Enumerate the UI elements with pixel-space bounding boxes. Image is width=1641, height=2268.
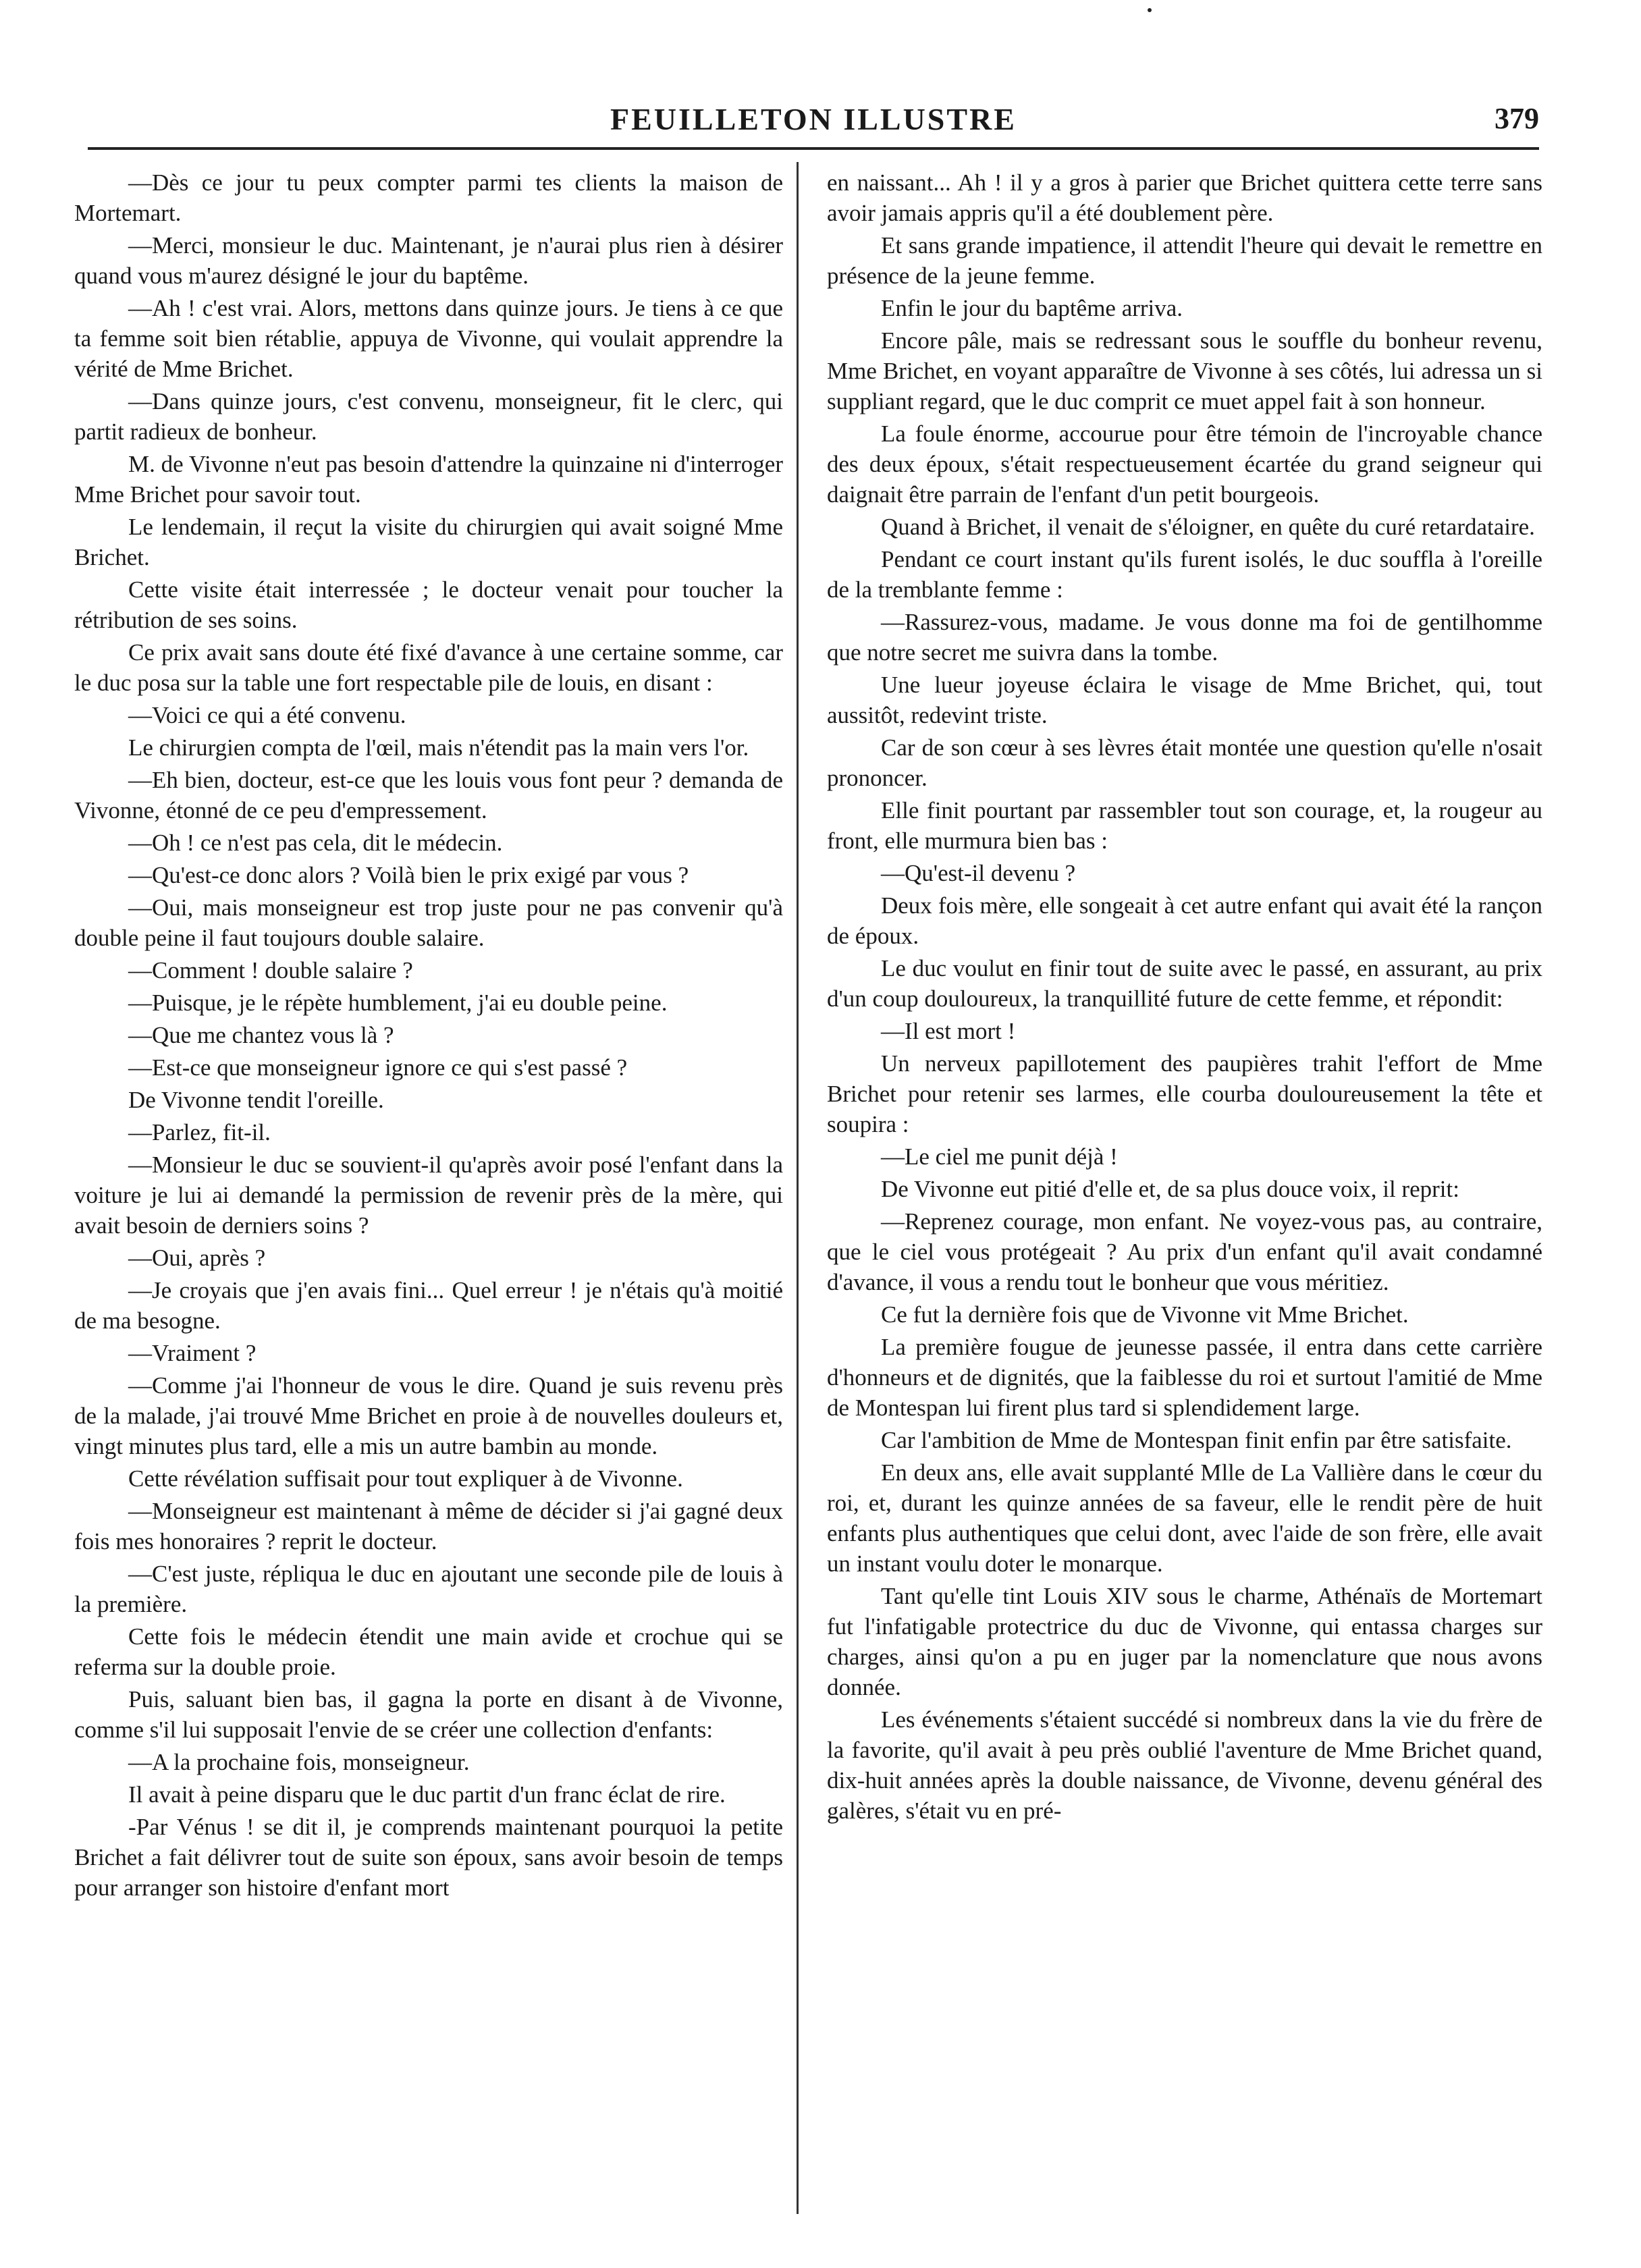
page-number: 379 bbox=[1495, 102, 1539, 135]
running-title: FEUILLETON ILLUSTRE bbox=[610, 102, 1017, 136]
page-header bbox=[88, 101, 1539, 142]
paragraph: —A la prochaine fois, monseigneur. bbox=[128, 1749, 470, 1775]
paragraph: —Puisque, je le répète humblement, j'ai eu double peine. bbox=[128, 990, 668, 1016]
paragraph: Un nerveux papillotement des paupières trahit l'effort de Mme Brichet pour retenir ses larmes, elle courba douloureusement la tête et soupira : bbox=[827, 1050, 1542, 1137]
column-divider bbox=[797, 162, 799, 2214]
paragraph: Deux fois mère, elle songeait à cet autre enfant qui avait été la rançon de époux. bbox=[827, 892, 1542, 949]
paragraph: Une lueur joyeuse éclaira le visage de Mme Brichet, qui, tout aussitôt, redevint triste. bbox=[827, 672, 1542, 728]
paragraph: La première fougue de jeunesse passée, il entra dans cette carrière d'honneurs et de dignités, que la faiblesse du roi et surtout l'amitié de Mme de Montespan lui firent plus tard si splendidement large. bbox=[827, 1334, 1542, 1421]
paragraph: —Reprenez courage, mon enfant. Ne voyez-vous pas, au contraire, que le ciel vous protégeait ? Au prix d'un enfant qu'il avait condamné d'avance, il vous a rendu tout le bonheur que vous méritiez. bbox=[827, 1208, 1542, 1295]
print-speck bbox=[1148, 8, 1152, 12]
paragraph: Cette révélation suffisait pour tout expliquer à de Vivonne. bbox=[128, 1465, 683, 1492]
paragraph: —Ah ! c'est vrai. Alors, mettons dans quinze jours. Je tiens à ce que ta femme soit bien rétablie, appuya de Vivonne, qui voulait apprendre la vérité de Mme Brichet. bbox=[74, 295, 783, 382]
paragraph: —Vraiment ? bbox=[128, 1340, 257, 1366]
paragraph: De Vivonne tendit l'oreille. bbox=[128, 1087, 384, 1113]
paragraph: Le lendemain, il reçut la visite du chirurgien qui avait soigné Mme Brichet. bbox=[74, 514, 783, 570]
paragraph: —C'est juste, répliqua le duc en ajoutant une seconde pile de louis à la première. bbox=[74, 1561, 783, 1617]
paragraph: Quand à Brichet, il venait de s'éloigner, en quête du curé retardataire. bbox=[881, 514, 1535, 540]
paragraph: En deux ans, elle avait supplanté Mlle de La Vallière dans le cœur du roi, et, durant les quinze années de sa faveur, elle le rendit père de huit enfants plus authentiques que celui dont, avec l'aide de son frère, elle avait un instant voulu doter le monarque. bbox=[827, 1459, 1542, 1577]
paragraph: —Merci, monsieur le duc. Maintenant, je n'aurai plus rien à désirer quand vous m'aurez désigné le jour du baptême. bbox=[74, 232, 783, 289]
paragraph: Encore pâle, mais se redressant sous le souffle du bonheur revenu, Mme Brichet, en voyant apparaître de Vivonne à ses côtés, lui adressa un si suppliant regard, que le duc comprit ce muet appel fait à son honneur. bbox=[827, 327, 1542, 414]
paragraph: —Monsieur le duc se souvient-il qu'après avoir posé l'enfant dans la voiture je lui ai demandé la permission de revenir près de la mère, qui avait besoin de derniers soins ? bbox=[74, 1152, 783, 1239]
paragraph: —Dans quinze jours, c'est convenu, monseigneur, fit le clerc, qui partit radieux de bonheur. bbox=[74, 388, 783, 445]
paragraph: -Par Vénus ! se dit il, je comprends maintenant pourquoi la petite Brichet a fait délivrer tout de suite son époux, sans avoir besoin de temps pour arranger son histoire d'enfant mort bbox=[74, 1814, 783, 1901]
paragraph: —Comme j'ai l'honneur de vous le dire. Quand je suis revenu près de la malade, j'ai trouvé Mme Brichet en proie à de nouvelles douleurs et, vingt minutes plus tard, elle a mis un autre bambin au monde. bbox=[74, 1372, 783, 1459]
paragraph: Ce prix avait sans doute été fixé d'avance à une certaine somme, car le duc posa sur la table une fort respectable pile de louis, en disant : bbox=[74, 639, 783, 696]
paragraph: —Le ciel me punit déjà ! bbox=[881, 1143, 1118, 1170]
left-column bbox=[74, 167, 783, 2226]
header-rule bbox=[88, 147, 1539, 150]
paragraph: M. de Vivonne n'eut pas besoin d'attendre la quinzaine ni d'interroger Mme Brichet pour savoir tout. bbox=[74, 451, 783, 508]
paragraph: —Rassurez-vous, madame. Je vous donne ma foi de gentilhomme que notre secret me suivra dans la tombe. bbox=[827, 609, 1542, 666]
paragraph: —Il est mort ! bbox=[881, 1018, 1016, 1044]
paragraph: Cette visite était interressée ; le docteur venait pour toucher la rétribution de ses soins. bbox=[74, 576, 783, 633]
paragraph: Elle finit pourtant par rassembler tout son courage, et, la rougeur au front, elle murmura bien bas : bbox=[827, 797, 1542, 854]
paragraph: —Parlez, fit-il. bbox=[128, 1119, 271, 1145]
paragraph: Cette fois le médecin étendit une main avide et crochue qui se referma sur la double proie. bbox=[74, 1623, 783, 1680]
paragraph: Le duc voulut en finir tout de suite avec le passé, en assurant, au prix d'un coup douloureux, la tranquillité future de cette femme, et répondit: bbox=[827, 955, 1542, 1012]
paragraph: Ce fut la dernière fois que de Vivonne vit Mme Brichet. bbox=[881, 1301, 1409, 1328]
right-column bbox=[827, 167, 1542, 2226]
paragraph: —Oh ! ce n'est pas cela, dit le médecin. bbox=[128, 830, 503, 856]
paragraph: —Dès ce jour tu peux compter parmi tes clients la maison de Mortemart. bbox=[74, 169, 783, 226]
paragraph: —Je croyais que j'en avais fini... Quel erreur ! je n'étais qu'à moitié de ma besogne. bbox=[74, 1277, 783, 1334]
paragraph: Car de son cœur à ses lèvres était montée une question qu'elle n'osait prononcer. bbox=[827, 734, 1542, 791]
paragraph: De Vivonne eut pitié d'elle et, de sa plus douce voix, il reprit: bbox=[881, 1176, 1459, 1202]
paragraph: —Eh bien, docteur, est-ce que les louis vous font peur ? demanda de Vivonne, étonné de ce peu d'empressement. bbox=[74, 767, 783, 824]
paragraph: —Voici ce qui a été convenu. bbox=[128, 702, 406, 728]
paragraph: —Qu'est-ce donc alors ? Voilà bien le prix exigé par vous ? bbox=[128, 862, 689, 888]
paragraph: —Qu'est-il devenu ? bbox=[881, 860, 1076, 886]
paragraph: Les événements s'étaient succédé si nombreux dans la vie du frère de la favorite, qu'il avait à peu près oublié l'aventure de Mme Brichet quand, dix-huit années après la double naissance, de Vivonne, devenu général des galères, s'était vu en pré- bbox=[827, 1706, 1542, 1824]
paragraph: Enfin le jour du baptême arriva. bbox=[881, 295, 1183, 321]
paragraph: en naissant... Ah ! il y a gros à parier que Brichet quittera cette terre sans avoir jamais appris qu'il a été doublement père. bbox=[827, 169, 1542, 226]
paragraph: Car l'ambition de Mme de Montespan finit enfin par être satisfaite. bbox=[881, 1427, 1512, 1453]
paragraph: —Comment ! double salaire ? bbox=[128, 957, 413, 983]
paragraph: Pendant ce court instant qu'ils furent isolés, le duc souffla à l'oreille de la tremblante femme : bbox=[827, 546, 1542, 603]
paragraph: —Que me chantez vous là ? bbox=[128, 1022, 394, 1048]
paragraph: —Est-ce que monseigneur ignore ce qui s'est passé ? bbox=[128, 1054, 628, 1081]
paragraph: Tant qu'elle tint Louis XIV sous le charme, Athénaïs de Mortemart fut l'infatigable protectrice du duc de Vivonne, qui entassa charges sur charges, ainsi qu'on a pu en juger par la nomenclature que nous avons donnée. bbox=[827, 1583, 1542, 1700]
paragraph: Il avait à peine disparu que le duc partit d'un franc éclat de rire. bbox=[128, 1781, 726, 1808]
paragraph: Puis, saluant bien bas, il gagna la porte en disant à de Vivonne, comme s'il lui supposait l'envie de se créer une collection d'enfants: bbox=[74, 1686, 783, 1743]
paragraph: —Monseigneur est maintenant à même de décider si j'ai gagné deux fois mes honoraires ? reprit le docteur. bbox=[74, 1498, 783, 1555]
paragraph: Et sans grande impatience, il attendit l'heure qui devait le remettre en présence de la jeune femme. bbox=[827, 232, 1542, 289]
paragraph: Le chirurgien compta de l'œil, mais n'étendit pas la main vers l'or. bbox=[128, 734, 749, 761]
paragraph: —Oui, mais monseigneur est trop juste pour ne pas convenir qu'à double peine il faut toujours double salaire. bbox=[74, 894, 783, 951]
paragraph: La foule énorme, accourue pour être témoin de l'incroyable chance des deux époux, s'était respectueusement écartée du grand seigneur qui daignait être parrain de l'enfant d'un petit bourgeois. bbox=[827, 421, 1542, 508]
paragraph: —Oui, après ? bbox=[128, 1245, 266, 1271]
